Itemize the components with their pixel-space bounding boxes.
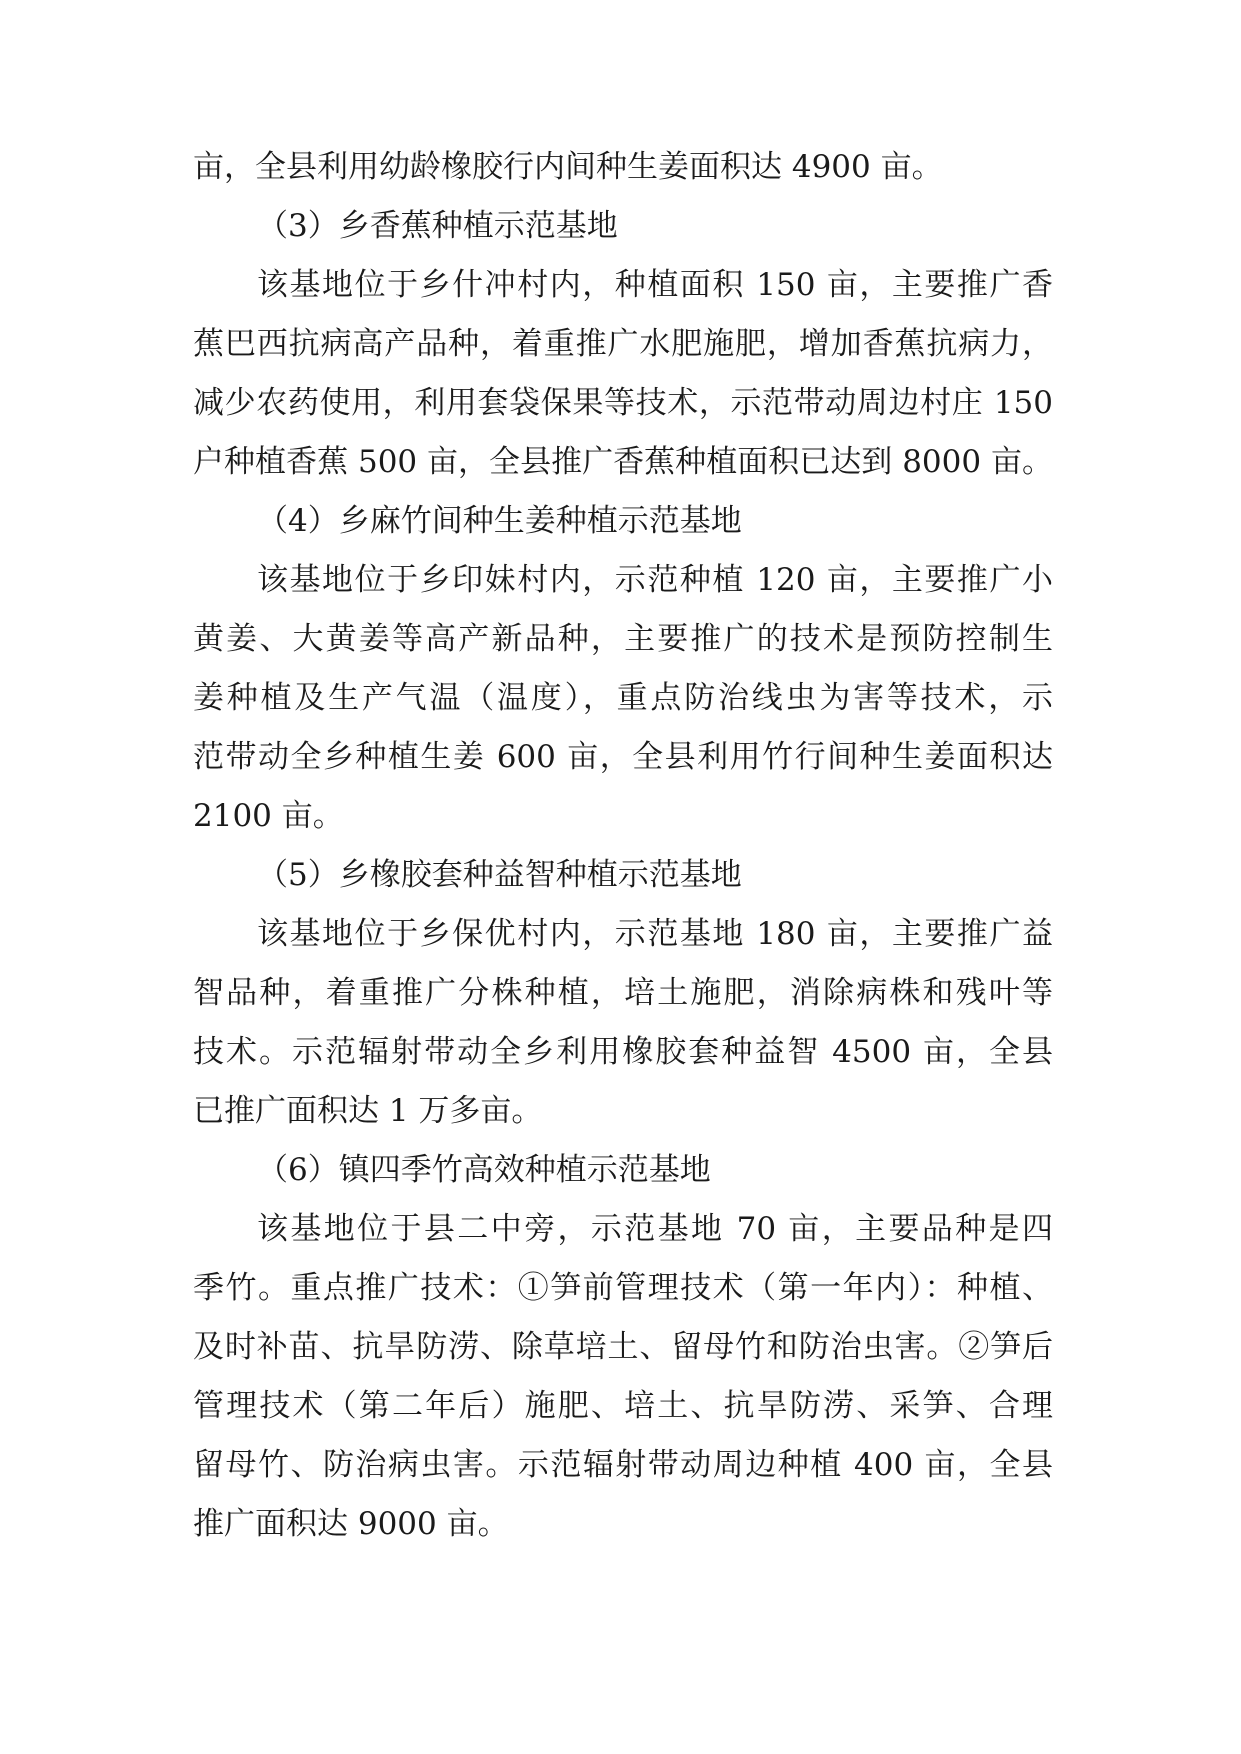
paragraph-line: 技术。示范辐射带动全乡利用橡胶套种益智 4500 亩，全县 <box>193 1034 1053 1070</box>
section-heading-4: （4）乡麻竹间种生姜种植示范基地 <box>257 503 742 539</box>
paragraph-line: 该基地位于乡什冲村内，种植面积 150 亩，主要推广香 <box>257 267 1053 303</box>
paragraph-line: 管理技术（第二年后）施肥、培土、抗旱防涝、采笋、合理 <box>193 1388 1053 1424</box>
paragraph-line: 姜种植及生产气温（温度），重点防治线虫为害等技术，示 <box>193 680 1053 716</box>
section-heading-3: （3）乡香蕉种植示范基地 <box>257 208 618 244</box>
text-line-continuation: 亩，全县利用幼龄橡胶行内间种生姜面积达 4900 亩。 <box>193 149 943 185</box>
paragraph-line: 季竹。重点推广技术：①笋前管理技术（第一年内）：种植、 <box>193 1270 1053 1306</box>
paragraph-line: 智品种，着重推广分株种植，培土施肥，消除病株和残叶等 <box>193 975 1053 1011</box>
section-heading-5: （5）乡橡胶套种益智种植示范基地 <box>257 857 742 893</box>
paragraph-line: 黄姜、大黄姜等高产新品种，主要推广的技术是预防控制生 <box>193 621 1053 657</box>
paragraph-line: 户种植香蕉 500 亩，全县推广香蕉种植面积已达到 8000 亩。 <box>193 444 1053 480</box>
paragraph-line: 该基地位于乡印妹村内，示范种植 120 亩，主要推广小 <box>257 562 1053 598</box>
paragraph-line: 推广面积达 9000 亩。 <box>193 1506 509 1542</box>
paragraph-line: 2100 亩。 <box>193 798 344 834</box>
paragraph-line: 范带动全乡种植生姜 600 亩，全县利用竹行间种生姜面积达 <box>193 739 1053 775</box>
paragraph-line: 留母竹、防治病虫害。示范辐射带动周边种植 400 亩，全县 <box>193 1447 1053 1483</box>
paragraph-line: 该基地位于县二中旁，示范基地 70 亩，主要品种是四 <box>257 1211 1053 1247</box>
paragraph-line: 蕉巴西抗病高产品种，着重推广水肥施肥，增加香蕉抗病力， <box>193 326 1053 362</box>
paragraph-line: 及时补苗、抗旱防涝、除草培土、留母竹和防治虫害。②笋后 <box>193 1329 1053 1365</box>
section-heading-6: （6）镇四季竹高效种植示范基地 <box>257 1152 711 1188</box>
paragraph-line: 已推广面积达 1 万多亩。 <box>193 1093 543 1129</box>
paragraph-line: 减少农药使用，利用套袋保果等技术，示范带动周边村庄 150 <box>193 385 1053 421</box>
paragraph-line: 该基地位于乡保优村内，示范基地 180 亩，主要推广益 <box>257 916 1053 952</box>
